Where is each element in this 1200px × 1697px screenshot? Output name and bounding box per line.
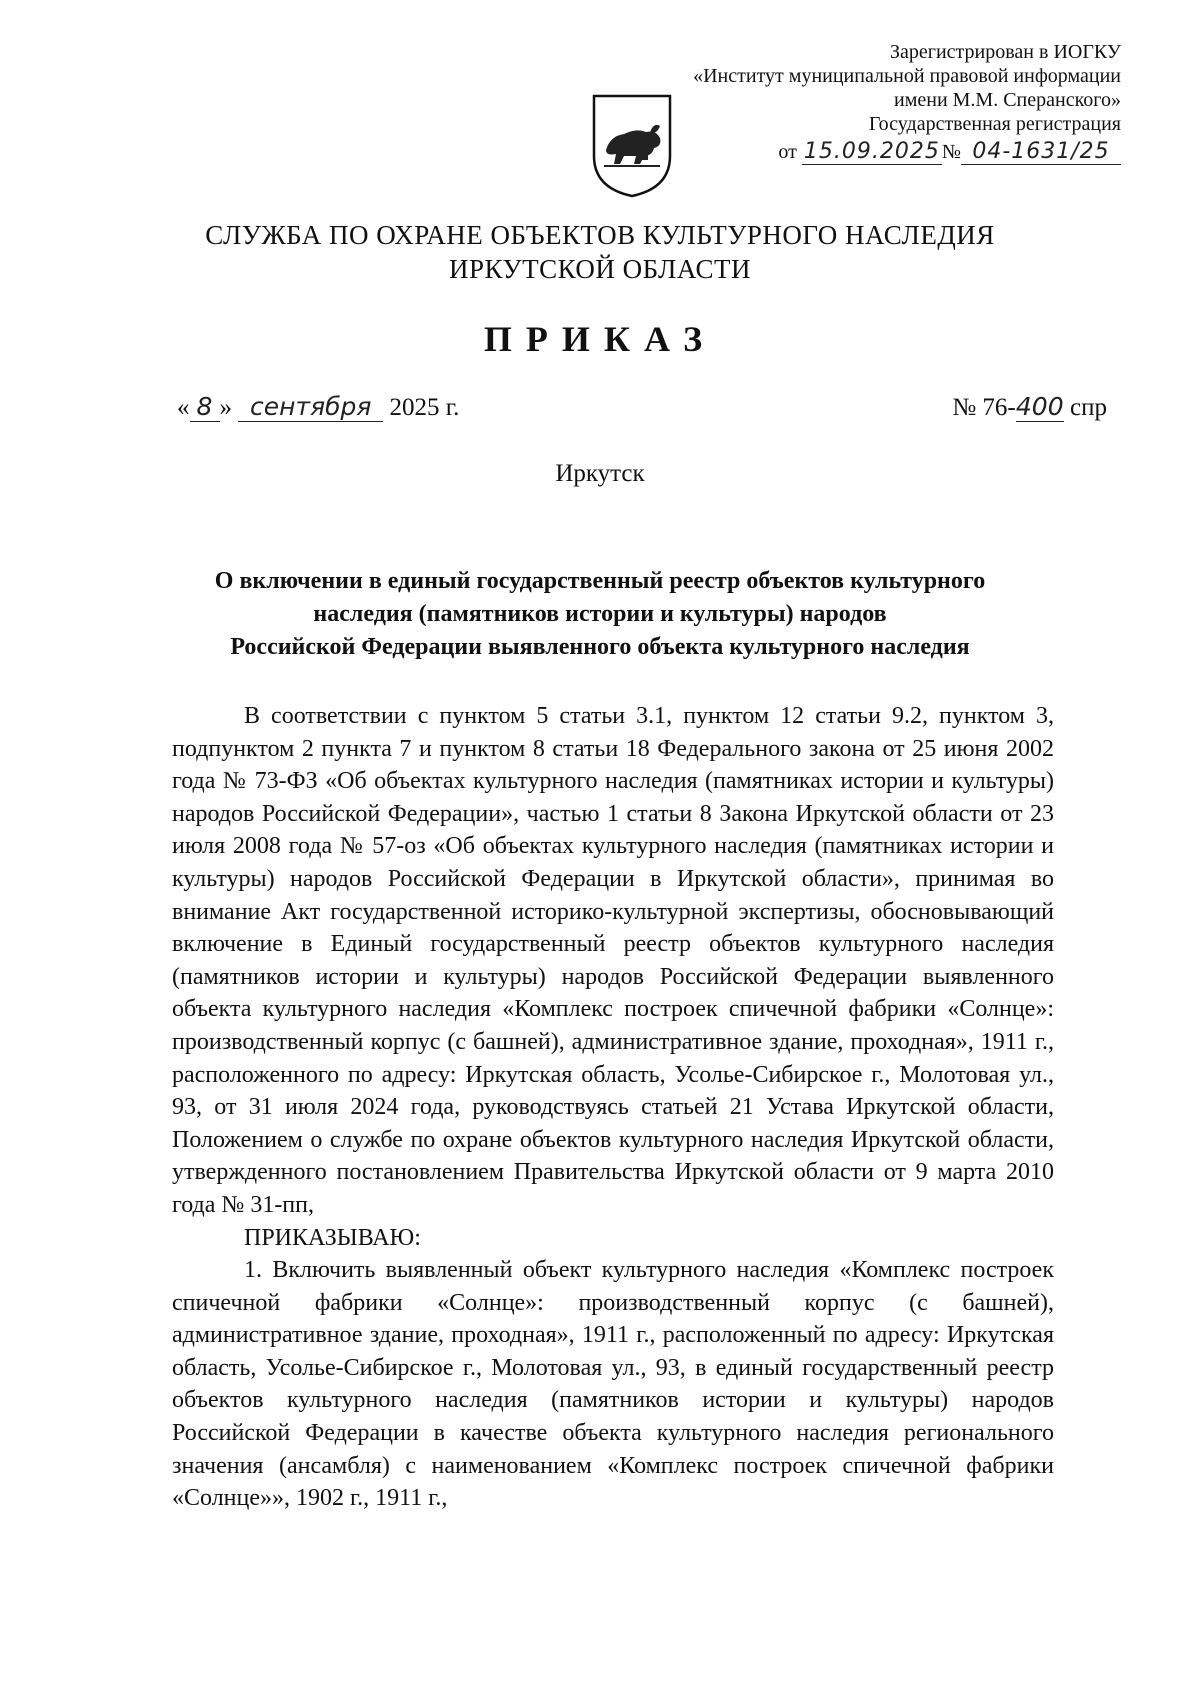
date-month: сентября — [238, 392, 383, 422]
order-number — [952, 392, 1107, 422]
order-number-handwritten: 400 — [1015, 392, 1064, 421]
order-date — [177, 392, 459, 422]
date-close-quote: » — [219, 394, 232, 421]
subject-line-2: наследия (памятников истории и культуры) народов — [313, 601, 887, 627]
order-subject — [150, 565, 1050, 664]
registration-line-2: «Институт муниципальной правовой информации — [693, 65, 1121, 87]
registration-line-1: Зарегистрирован в ИОГКУ — [890, 41, 1121, 63]
order-body — [172, 700, 1054, 1515]
order-item-1: 1. Включить выявленный объект культурного наследия «Комплекс построек спичечной фабрики «Солнце»: производственный корпус (с башней), административное здание, проходная», 1911 г., расположенный по адресу: Иркутская область, Усолье-Сибирское г., Молотовая ул., 93, в единый государственный реестр объектов культурного наследия (памятников истории и культуры) народов Российской Федерации в качестве объекта культурного наследия регионального значения (ансамбля) с наименованием «Комплекс построек спичечной фабрики «Солнце»», 1902 г., 1911 г., — [172, 1257, 1054, 1512]
preamble-paragraph: В соответствии с пунктом 5 статьи 3.1, пунктом 12 статьи 9.2, пунктом 3, подпунктом 2 пункта 7 и пунктом 8 статьи 18 Федерального закона от 25 июня 2002 года № 73-ФЗ «Об объектах культурного наследия (памятниках истории и культуры) народов Российской Федерации», частью 1 статьи 8 Закона Иркутской области от 23 июля 2008 года № 57-оз «Об объектах культурного наследия (памятниках истории и культуры) народов Российской Федерации в Иркутской области», принимая во внимание Акт государственной историко-культурной экспертизы, обосновывающий включение в Единый государственный реестр объектов культурного наследия (памятников истории и культуры) народов Российской Федерации выявленного объекта культурного наследия «Комплекс построек спичечной фабрики «Солнце»: производственный корпус (с башней), административное здание, проходная», 1911 г., расположенного по адресу: Иркутская область, Усолье-Сибирское г., Молотовая ул., 93, от 31 июля 2024 года, руководствуясь статьей 21 Устава Иркутской области, Положением о службе по охране объектов культурного наследия Иркутской области, утвержденного постановлением Правительства Иркутской области от 9 марта 2010 года № 31-пп, — [172, 703, 1054, 1218]
order-word: ПРИКАЗЫВАЮ: — [244, 1224, 421, 1251]
registration-number-label: № — [941, 141, 961, 163]
agency-name-line-2: ИРКУТСКОЙ ОБЛАСТИ — [449, 254, 751, 284]
city: Иркутск — [555, 460, 645, 487]
registration-stamp — [601, 40, 1121, 165]
document-type-title: ПРИКАЗ — [483, 319, 717, 359]
subject-line-3: Российской Федерации выявленного объекта культурного наследия — [230, 634, 970, 660]
registration-line-4: Государственная регистрация — [868, 113, 1121, 135]
order-number-suffix: спр — [1070, 394, 1107, 421]
date-open-quote: « — [177, 394, 190, 421]
agency-name — [0, 218, 1200, 286]
registration-line-3: имени М.М. Сперанского» — [894, 89, 1121, 111]
irkutsk-coat-of-arms-icon — [590, 92, 674, 200]
agency-name-line-1: СЛУЖБА ПО ОХРАНЕ ОБЪЕКТОВ КУЛЬТУРНОГО НАСЛЕДИЯ — [205, 220, 995, 250]
registration-date: 15.09.2025 — [802, 140, 942, 165]
registration-number-line — [601, 140, 1121, 165]
order-number-prefix: № 76- — [952, 394, 1016, 421]
date-year: 2025 г. — [389, 394, 460, 421]
registration-number: 04-1631/25 — [961, 140, 1121, 165]
date-day: 8 — [190, 392, 220, 422]
subject-line-1: О включении в единый государственный реестр объектов культурного — [214, 568, 986, 594]
registration-from-label: от — [778, 141, 797, 163]
